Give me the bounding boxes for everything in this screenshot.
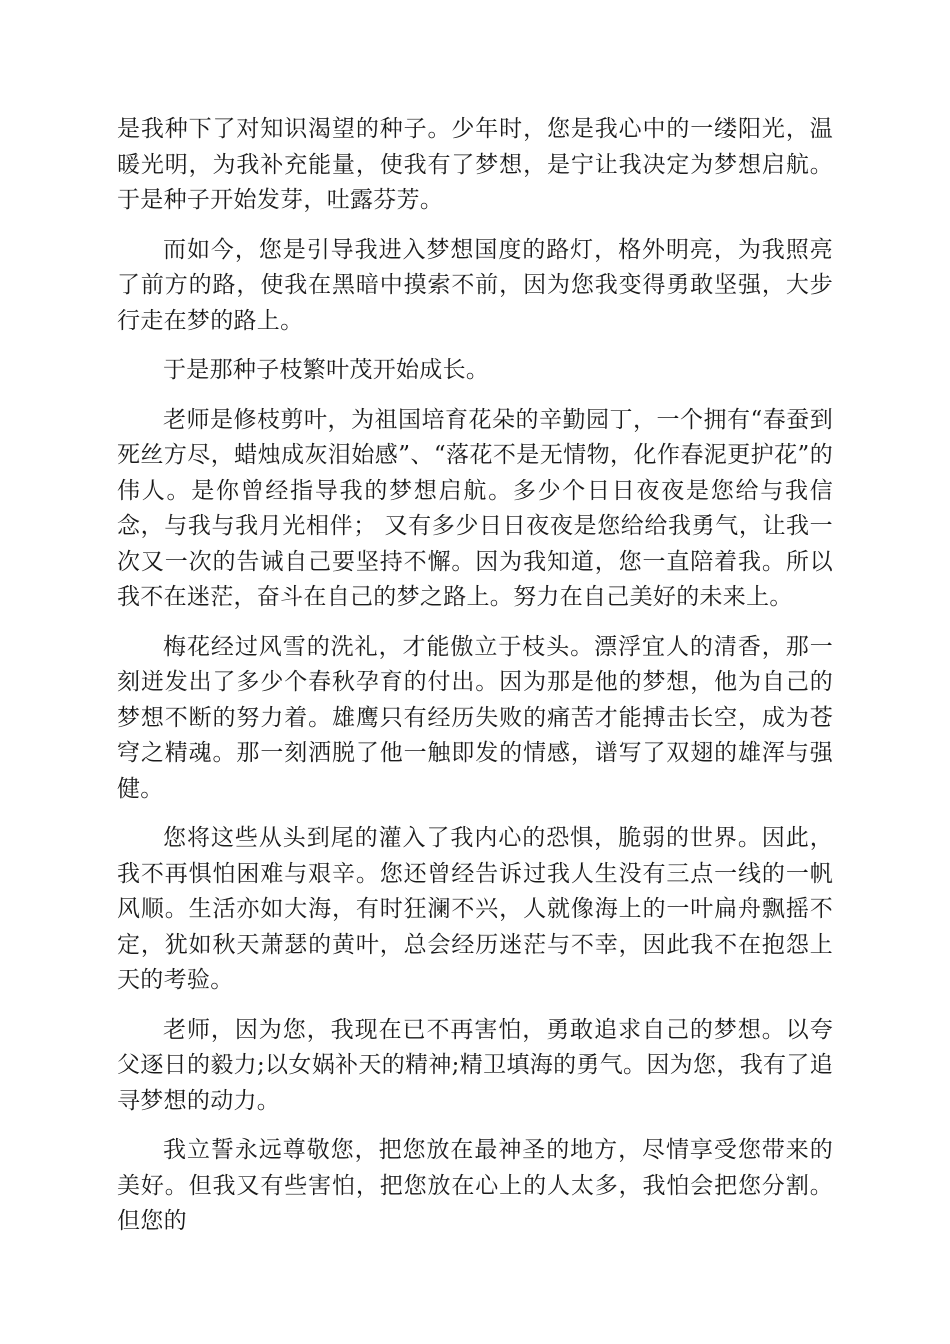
paragraph-3: 于是那种子枝繁叶茂开始成长。 bbox=[163, 357, 490, 383]
paragraph-2: 而如今，您是引导我进入梦想国度的路灯，格外明亮，为我照亮了前方的路，使我在黑暗中摸索不前，因为您我变得勇敢坚强，大步行走在梦的路上。 bbox=[117, 236, 833, 334]
paragraph-1: 是我种下了对知识渴望的种子。少年时，您是我心中的一缕阳光，温暖光明，为我补充能量，使我有了梦想，是宁让我决定为梦想启航。于是种子开始发芽，吐露芬芳。 bbox=[117, 116, 833, 213]
paragraph-7: 老师，因为您，我现在已不再害怕，勇敢追求自己的梦想。以夸父逐日的毅力;以女娲补天的精神;精卫填海的勇气。因为您，我有了追寻梦想的动力。 bbox=[117, 1016, 833, 1114]
paragraph-6: 您将这些从头到尾的灌入了我内心的恐惧，脆弱的世界。因此，我不再惧怕困难与艰辛。您还曾经告诉过我人生没有三点一线的一帆风顺。生活亦如大海，有时狂澜不兴，人就像海上的一叶扁舟飘摇不定，犹如秋天萧瑟的黄叶，总会经历迷茫与不幸，因此我不在抱怨上天的考验。 bbox=[117, 825, 833, 993]
document-page bbox=[117, 112, 833, 1240]
paragraph-5: 梅花经过风雪的洗礼，才能傲立于枝头。漂浮宜人的清香，那一刻迸发出了多少个春秋孕育的付出。因为那是他的梦想，他为自己的梦想不断的努力着。雄鹰只有经历失败的痛苦才能搏击长空，成为苍穹之精魂。那一刻洒脱了他一触即发的情感，谱写了双翅的雄浑与强健。 bbox=[117, 633, 833, 802]
paragraph-8: 我立誓永远尊敬您，把您放在最神圣的地方，尽情享受您带来的美好。但我又有些害怕，把您放在心上的人太多，我怕会把您分割。但您的 bbox=[117, 1137, 833, 1234]
paragraph-4: 老师是修枝剪叶，为祖国培育花朵的辛勤园丁，一个拥有“春蚕到死丝方尽，蜡烛成灰泪始感”、“落花不是无情物，化作春泥更护花”的伟人。是你曾经指导我的梦想启航。多少个日日夜夜是您给与我信念，与我与我月光相伴； 又有多少日日夜夜是您给给我勇气，让我一次又一次的告诫自己要坚持不懈。因为我知道，您一直陪着我。所以我不在迷茫，奋斗在自己的梦之路上。努力在自己美好的未来上。 bbox=[117, 406, 833, 610]
